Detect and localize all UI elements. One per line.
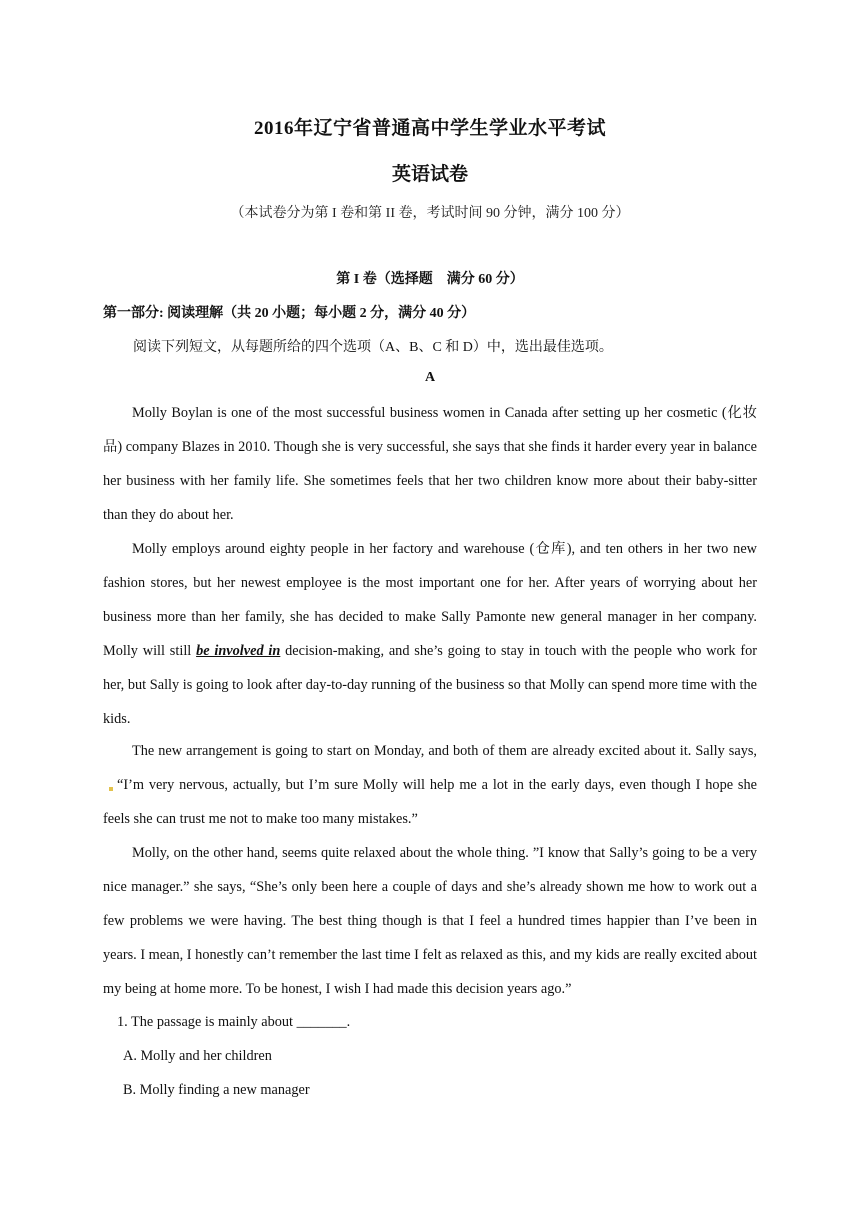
part-instruction: 阅读下列短文，从每题所给的四个选项（A、B、C 和 D）中，选出最佳选项。 <box>133 340 613 355</box>
exam-note: （本试卷分为第 I 卷和第 II 卷，考试时间 90 分钟，满分 100 分） <box>230 206 630 221</box>
paragraph-text <box>103 734 757 836</box>
paragraph-text-after: decision-making, and she’s going to stay in touch with the people who work for her, but Sally is going to look after day-to-day running of the business so that Molly can spend more time with the kids. <box>103 643 758 727</box>
question-stem: 1. The passage is mainly about _______. <box>117 1014 351 1030</box>
section-label: A <box>424 370 436 385</box>
paragraph-text-before: Molly employs around eighty people in her factory and warehouse (仓库), and ten others in her two new fashion stores, but her newest employee is the most important one for her. After years of worrying about her business more than her family, she has decided to make Sally Pamonte new general manager in her company. Molly will still <box>103 541 757 659</box>
passage-paragraph-1 <box>103 396 757 532</box>
exam-subtitle: 英语试卷 <box>391 164 468 185</box>
paragraph-text: Molly Boylan is one of the most successful business women in Canada after setting up her cosmetic (化妆品) company Blazes in 2010. Though she is very successful, she says that she finds it harder every year in balance her business with her family life. She sometimes feels that her two children know more about their baby-sitter than they do about her. <box>103 405 757 523</box>
volume-heading: 第 I 卷（选择题 满分 60 分） <box>336 272 524 287</box>
paragraph-text-before: The new arrangement is going to start on Monday, and both of them are already excited about it. Sally says, <box>132 743 757 759</box>
exam-title: 2016年辽宁省普通高中学生学业水平考试 <box>253 118 606 139</box>
option-a: A. Molly and her children <box>123 1048 272 1064</box>
passage-paragraph-3 <box>103 734 757 836</box>
comment-marker-icon <box>109 787 113 791</box>
underlined-phrase: be involved in <box>196 643 281 659</box>
passage-paragraph-2 <box>103 532 757 736</box>
option-b: B. Molly finding a new manager <box>123 1082 310 1098</box>
paragraph-text <box>103 532 757 736</box>
passage-paragraph-4 <box>103 836 757 1006</box>
paragraph-text: Molly, on the other hand, seems quite relaxed about the whole thing. ”I know that Sally’s going to be a very nice manager.” she says, “She’s only been here a couple of days and she’s already shown me how to work out a few problems we were having. The best thing though is that I feel a hundred times happier than I’ve been in years. I mean, I honestly can’t remember the last time I felt as relaxed as this, and my kids are really excited about my being at home more. To be honest, I wish I had made this decision years ago.” <box>103 845 757 997</box>
part-heading: 第一部分: 阅读理解（共 20 小题；每小题 2 分，满分 40 分） <box>103 306 476 321</box>
paragraph-text-after: “I’m very nervous, actually, but I’m sure Molly will help me a lot in the early days, even though I hope she feels she can trust me not to make too many mistakes.” <box>103 777 757 827</box>
